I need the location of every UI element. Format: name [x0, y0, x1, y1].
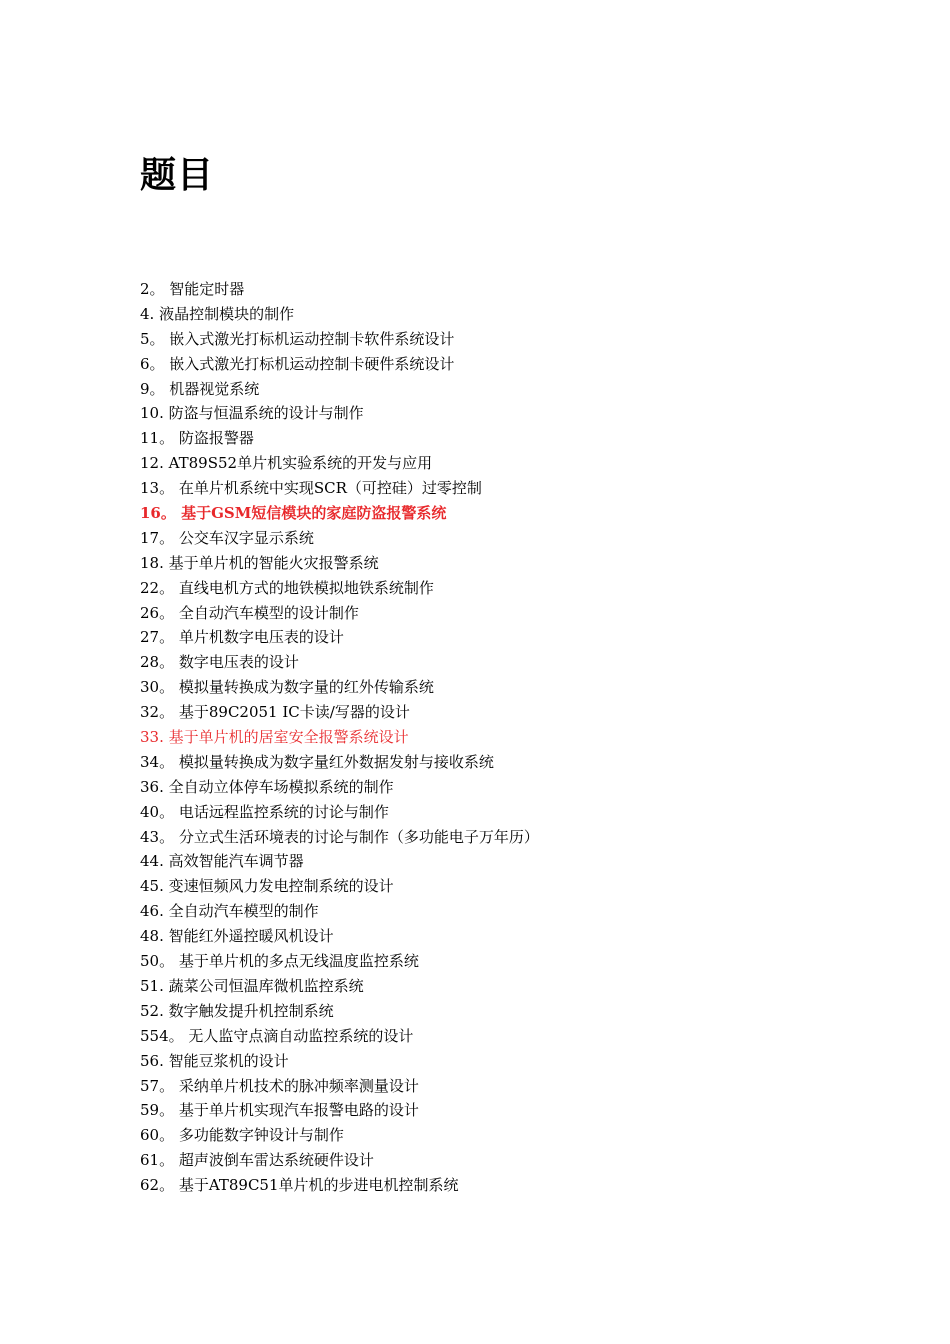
list-item: 43。 分立式生活环境表的讨论与制作（多功能电子万年历）: [140, 827, 539, 846]
list-item: 46. 全自动汽车模型的制作: [140, 902, 319, 921]
list-item: 45. 变速恒频风力发电控制系统的设计: [140, 877, 394, 896]
list-item: 18. 基于单片机的智能火灾报警系统: [140, 553, 379, 572]
list-item: 9。 机器视觉系统: [140, 379, 260, 398]
list-item: 5。 嵌入式激光打标机运动控制卡软件系统设计: [140, 329, 455, 348]
list-item: 28。 数字电压表的设计: [140, 653, 299, 672]
list-item: 56. 智能豆浆机的设计: [140, 1051, 289, 1070]
list-item: 16。 基于GSM短信模块的家庭防盗报警系统: [140, 504, 447, 523]
list-item: 52. 数字触发提升机控制系统: [140, 1001, 334, 1020]
list-item: 10. 防盗与恒温系统的设计与制作: [140, 404, 364, 423]
list-item: 12. AT89S52单片机实验系统的开发与应用: [140, 454, 433, 473]
list-item: 44. 高效智能汽车调节器: [140, 852, 304, 871]
topic-list: [140, 277, 860, 1198]
list-item: 34。 模拟量转换成为数字量红外数据发射与接收系统: [140, 752, 494, 771]
list-item: 33. 基于单片机的居室安全报警系统设计: [140, 728, 409, 747]
list-item: 59。 基于单片机实现汽车报警电路的设计: [140, 1101, 419, 1120]
list-item: 22。 直线电机方式的地铁模拟地铁系统制作: [140, 578, 434, 597]
list-item: 32。 基于89C2051 IC卡读/写器的设计: [140, 703, 410, 722]
list-item: 6。 嵌入式激光打标机运动控制卡硬件系统设计: [140, 354, 455, 373]
list-item: 51. 蔬菜公司恒温库微机监控系统: [140, 976, 364, 995]
list-item: 36. 全自动立体停车场模拟系统的制作: [140, 777, 394, 796]
list-item: 13。 在单片机系统中实现SCR（可控硅）过零控制: [140, 479, 482, 498]
list-item: 50。 基于单片机的多点无线温度监控系统: [140, 952, 419, 971]
list-item: 60。 多功能数字钟设计与制作: [140, 1126, 344, 1145]
list-item: 48. 智能红外遥控暖风机设计: [140, 927, 334, 946]
list-item: 2。 智能定时器: [140, 280, 245, 298]
list-item: 11。 防盗报警器: [140, 429, 254, 448]
list-item: 554。 无人监守点滴自动监控系统的设计: [140, 1026, 414, 1045]
list-item: 17。 公交车汉字显示系统: [140, 528, 314, 547]
list-item: 57。 采纳单片机技术的脉冲频率测量设计: [140, 1076, 419, 1095]
list-item: 40。 电话远程监控系统的讨论与制作: [140, 802, 389, 821]
list-item: 62。 基于AT89C51单片机的步进电机控制系统: [140, 1176, 459, 1195]
list-item: 4. 液晶控制模块的制作: [140, 304, 295, 323]
list-item: 61。 超声波倒车雷达系统硬件设计: [140, 1151, 374, 1170]
list-item: 30。 模拟量转换成为数字量的红外传输系统: [140, 678, 434, 697]
page-title: 题目: [140, 155, 215, 196]
list-item: 26。 全自动汽车模型的设计制作: [140, 603, 359, 622]
list-item: 27。 单片机数字电压表的设计: [140, 628, 344, 647]
